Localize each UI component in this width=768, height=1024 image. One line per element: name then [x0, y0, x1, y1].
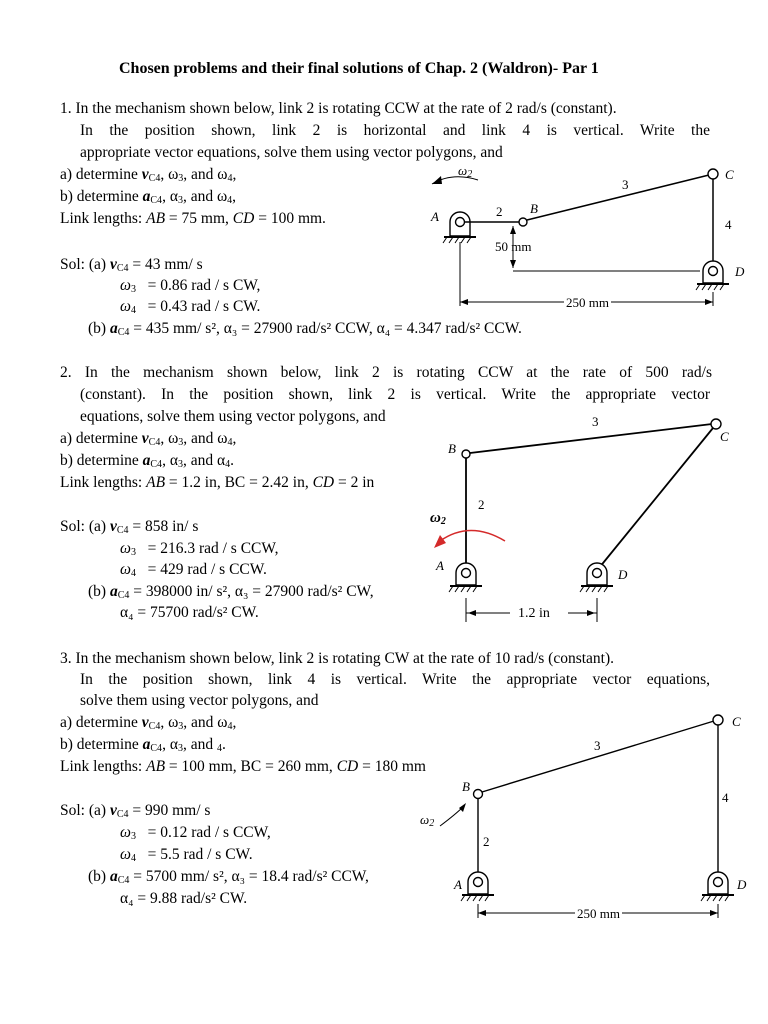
p2-sol-b2: α₄ = 75700 rad/s² CW. [120, 604, 259, 621]
p2-link-lengths: Link lengths: AB = 1.2 in, BC = 2.42 in, CD = 2 in [60, 474, 375, 491]
p3-statement-line-1: 3. In the mechanism shown below, link 2 is rotating CW at the rate of 10 rad/s (constant). [60, 650, 615, 667]
p3-label-a: A [454, 877, 462, 892]
p3-part-b: b) determine $a_{C4}$, $\alpha_3$, and $_4$. [60, 736, 226, 754]
p2-sol-w3: $\omega_3$ = 216.3 rad / s CCW, [120, 540, 279, 558]
p3-dim-label: 250 mm [577, 906, 620, 921]
p3-part-a: a) determine $v_{C4}$, $\omega_3$, and $\omega_4$, [60, 714, 237, 732]
p3-omega-label: $\omega_2$ [420, 812, 435, 829]
p2-statement-line-1: 2. In the mechanism shown below, link 2 is rotating CCW at the rate of 500 rad/s [60, 364, 712, 381]
p2-label-a: A [436, 558, 444, 573]
page-title: Chosen problems and their final solutions of Chap. 2 (Waldron)- Par 1 [119, 60, 599, 77]
p1-label-3: 3 [622, 177, 629, 192]
p2-dim-label: 1.2 in [518, 606, 550, 621]
p2-statement-line-2: (constant). In the position shown, link 2 is vertical. Write the appropriate vector [80, 386, 710, 403]
p1-statement-line-3: appropriate vector equations, solve them using vector polygons, and [80, 144, 503, 161]
p3-sol-vc4: Sol: (a) $v_{C4} = 990$ mm/ s [60, 802, 211, 820]
p2-statement-line-3: equations, solve them using vector polygons, and [80, 408, 386, 425]
p2-label-2: 2 [478, 497, 485, 512]
p1-statement-line-2: In the position shown, link 2 is horizontal and link 4 is vertical. Write the [80, 122, 710, 139]
p2-label-c: C [720, 429, 729, 444]
p1-part-b: b) determine $a_{C4}$, $\alpha_3$, and $\omega_4$, [60, 188, 237, 206]
p3-link-lengths: Link lengths: AB = 100 mm, BC = 260 mm, CD = 180 mm [60, 758, 426, 775]
p3-label-3: 3 [594, 738, 601, 753]
p1-omega-label: $\omega_2$ [458, 163, 473, 180]
p3-label-c: C [732, 714, 741, 729]
p1-label-4: 4 [725, 217, 732, 232]
p2-part-b: b) determine $a_{C4}$, $\alpha_3$, and $\alpha_4$. [60, 452, 234, 470]
p2-sol-w4: $\omega_4$ = 429 rad / s CCW. [120, 561, 267, 579]
p1-statement-line-1: 1. In the mechanism shown below, link 2 is rotating CCW at the rate of 2 rad/s (constant). [60, 100, 617, 117]
p2-sol-b: (b) $a_{C4} = 398000$ in/ s², α₃ = 27900 rad/s² CW, [88, 583, 374, 601]
p1-dim-250: 250 mm [566, 295, 609, 310]
p3-sol-b2: α₄ = 9.88 rad/s² CW. [120, 890, 248, 907]
p1-label-a: A [431, 209, 439, 224]
p3-pivot-d [701, 872, 734, 901]
p3-sol-w4: $\omega_4$ = 5.5 rad / s CW. [120, 846, 253, 864]
p1-sol-vc4: Sol: (a) $v_{C4} = 43$ mm/ s [60, 256, 203, 274]
p3-link-3 [482, 721, 714, 792]
p2-part-a: a) determine $v_{C4}$, $\omega_3$, and $\omega_4$, [60, 430, 237, 448]
p2-sol-vc4: Sol: (a) $v_{C4} = 858$ in/ s [60, 518, 199, 536]
p2-omega-label: $\omega_2$ [430, 510, 446, 527]
p1-sol-b: (b) $a_{C4} = 435$ mm/ s², α₃ = 27900 rad/s² CCW, α₄ = 4.347 rad/s² CCW. [88, 320, 522, 338]
p3-joint-b [474, 790, 483, 799]
p3-pivot-a [461, 872, 494, 901]
p2-label-b: B [448, 441, 456, 456]
p1-label-c: C [725, 167, 734, 182]
p3-label-d: D [737, 877, 747, 892]
p1-link-lengths: Link lengths: AB = 75 mm, CD = 100 mm. [60, 210, 326, 227]
p1-part-a: a) determine $v_{C4}$, $\omega_3$, and $\omega_4$, [60, 166, 237, 184]
p3-sol-b: (b) $a_{C4} = 5700$ mm/ s², α₃ = 18.4 rad/s² CCW, [88, 868, 369, 886]
p1-sol-w3: $\omega_3$ = 0.86 rad / s CW, [120, 277, 261, 295]
p3-label-4: 4 [722, 790, 729, 805]
p3-statement-line-3: solve them using vector polygons, and [80, 692, 319, 709]
p2-label-3: 3 [592, 414, 599, 429]
p1-label-b: B [530, 201, 538, 216]
p1-dim-50: 50 mm [495, 239, 532, 254]
p1-sol-w4: $\omega_4$ = 0.43 rad / s CW. [120, 298, 261, 316]
p3-joint-c [713, 715, 723, 725]
p3-statement-line-2: In the position shown, link 4 is vertical. Write the appropriate vector equations, [80, 671, 710, 688]
p3-label-b: B [462, 779, 470, 794]
p1-label-2: 2 [496, 204, 503, 219]
p3-sol-w3: $\omega_3$ = 0.12 rad / s CCW, [120, 824, 271, 842]
p1-label-d: D [735, 264, 745, 279]
p2-label-d: D [618, 567, 628, 582]
p3-label-2: 2 [483, 834, 490, 849]
